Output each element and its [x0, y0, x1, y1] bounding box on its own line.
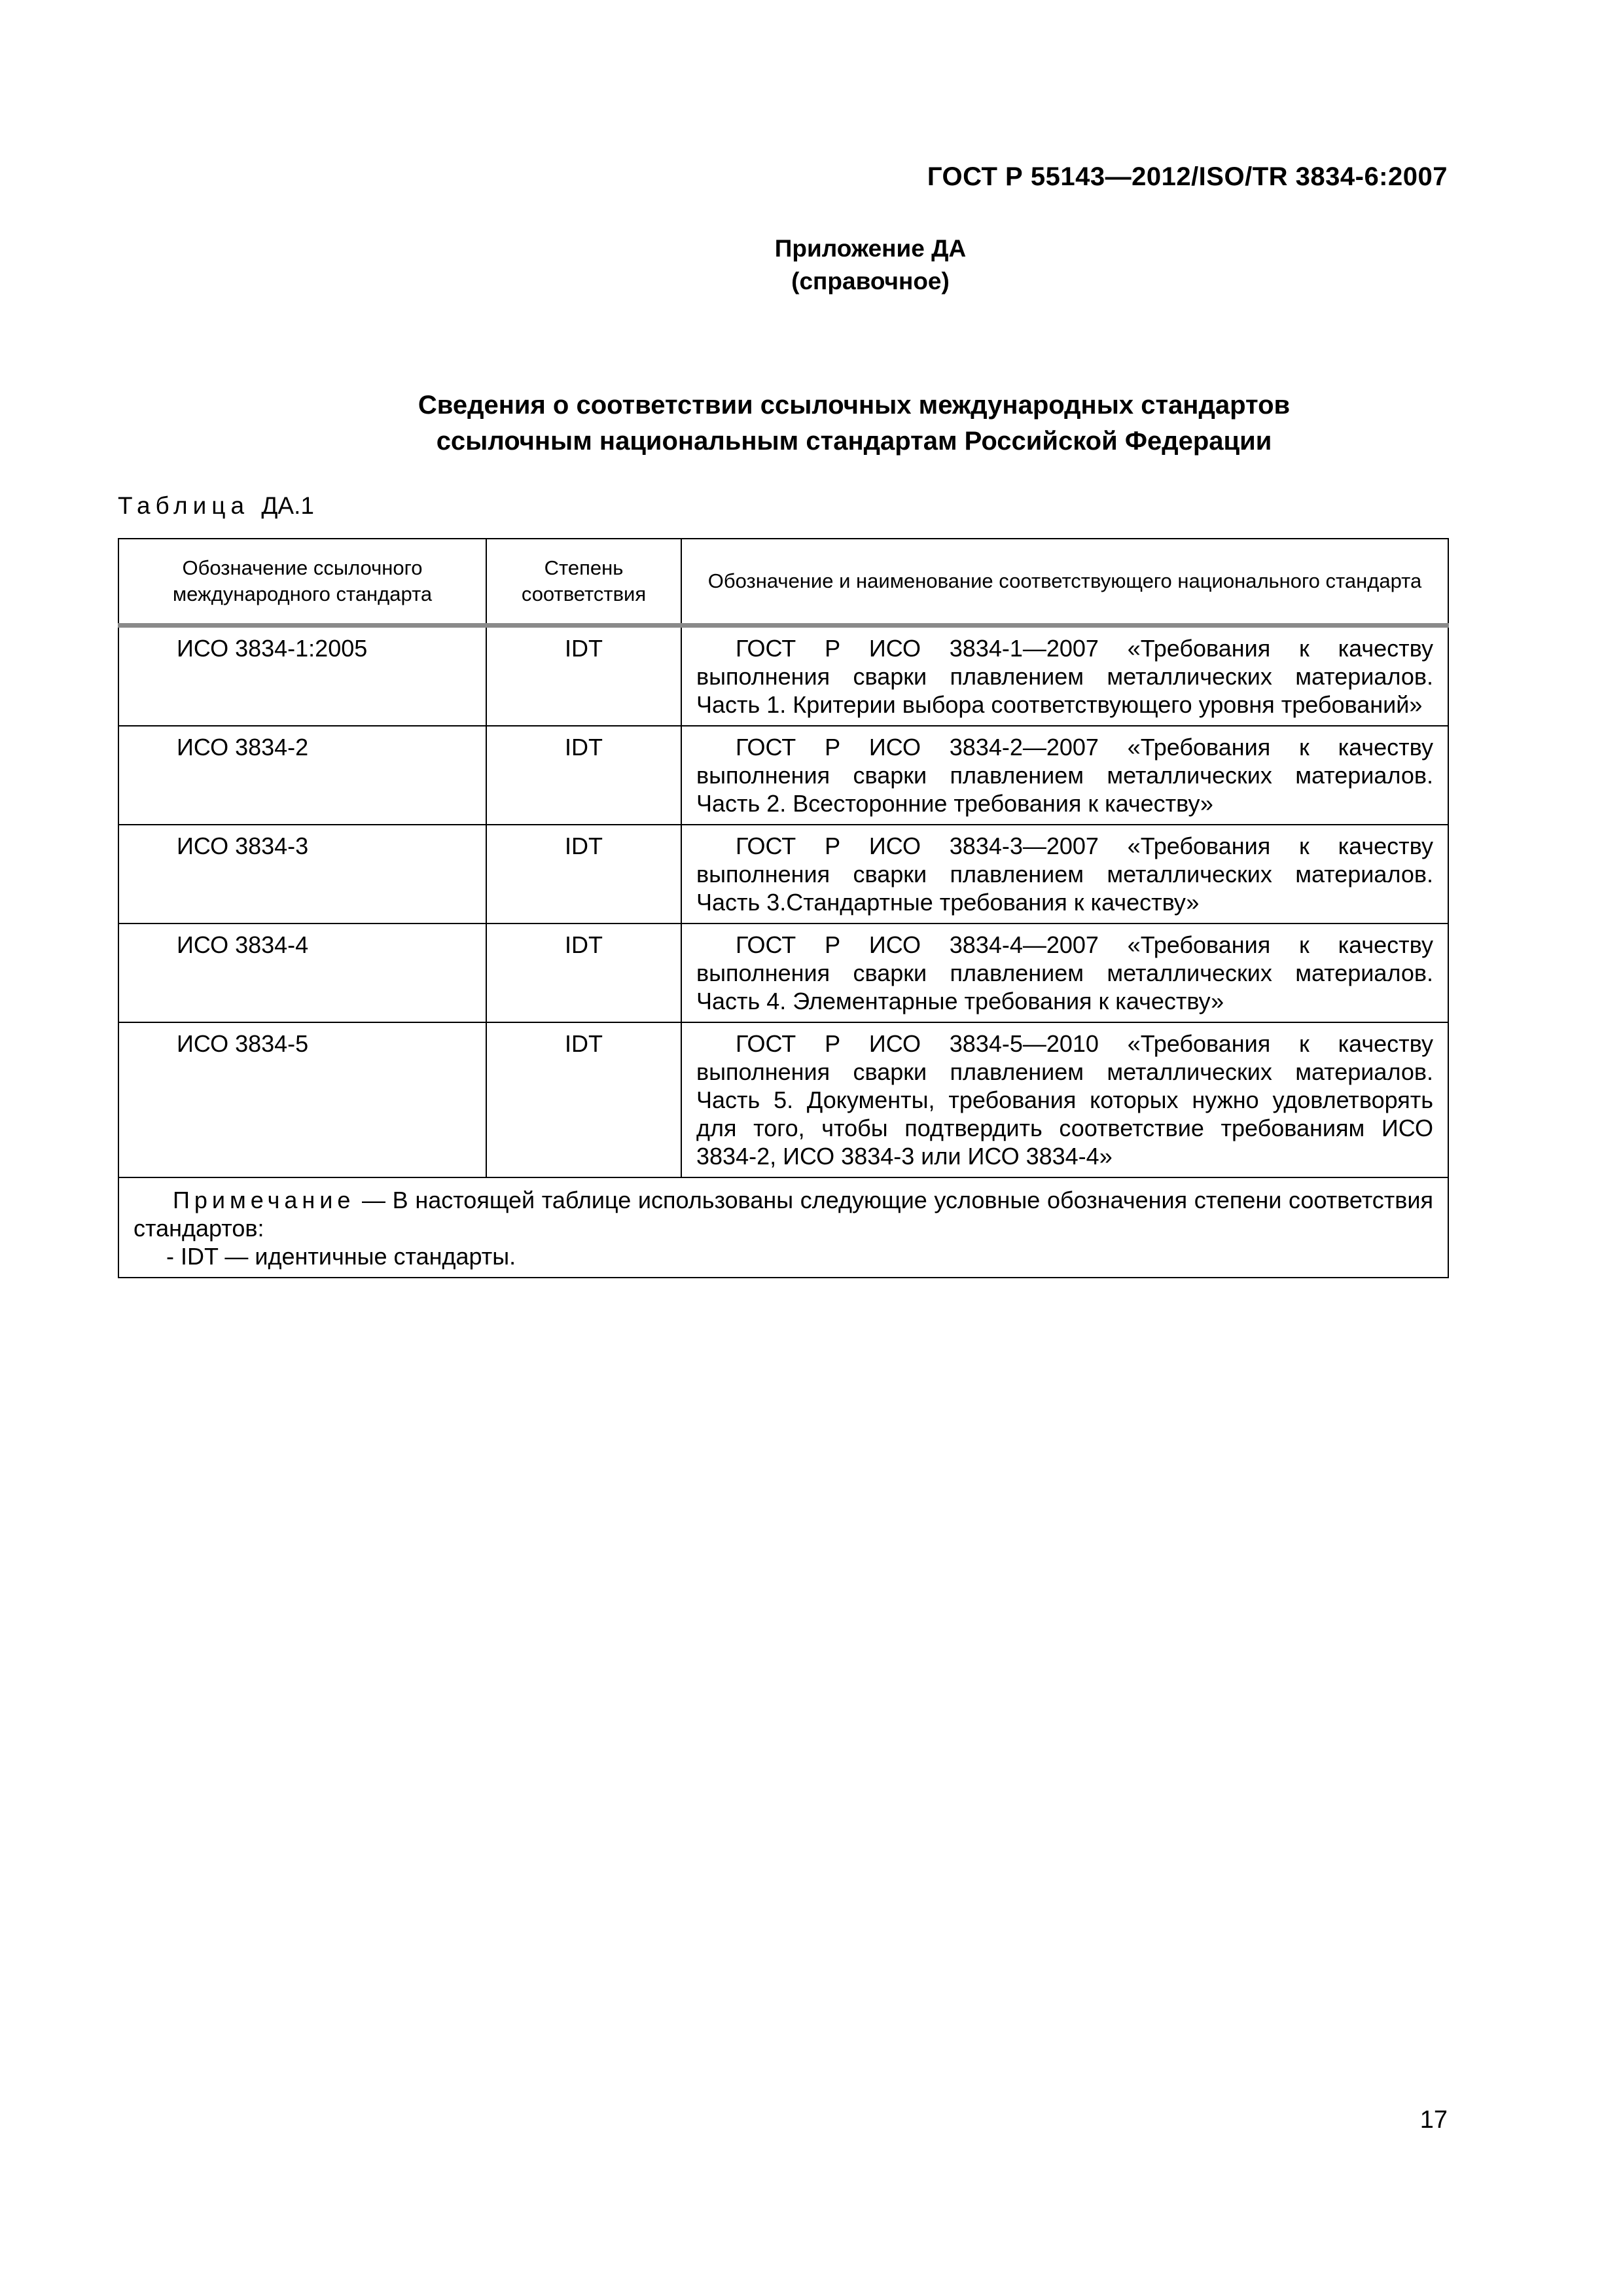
- note-item: - IDT — идентичные стандарты.: [166, 1243, 516, 1270]
- cell-degree: IDT: [486, 626, 681, 726]
- table-row: [118, 726, 1448, 825]
- national-standard-text: ГОСТ Р ИСО 3834-5—2010 «Требования к качеству выполнения сварки плавлением металлических материалов. Часть 5. Документы, требования которых нужно удовлетворять для того, чтобы подтвердить соответствие требованиям ИСО 3834-2, ИСО 3834-3 или ИСО 3834-4»: [696, 1030, 1433, 1170]
- table-header-row: [118, 539, 1448, 626]
- annex-title: Приложение ДА: [774, 235, 967, 262]
- page-number: 17: [1419, 2106, 1448, 2134]
- note-label: Примечание: [173, 1187, 355, 1213]
- cell-degree: IDT: [486, 924, 681, 1022]
- note-body: — В настоящей таблице использованы следующие условные обозначения степени соответствия стандартов:: [134, 1187, 1433, 1242]
- header-iso-designation: Обозначение ссылочного международного стандарта: [118, 539, 486, 626]
- cell-iso: ИСО 3834-1:2005: [118, 626, 486, 726]
- national-standard-text: ГОСТ Р ИСО 3834-3—2007 «Требования к качеству выполнения сварки плавлением металлических материалов. Часть 3.Стандартные требования к качеству»: [696, 833, 1433, 916]
- section-title: [0, 387, 1623, 459]
- header-degree: Степень соответствия: [486, 539, 681, 626]
- cell-degree: IDT: [486, 825, 681, 924]
- section-title-line-1: Сведения о соответствии ссылочных международных стандартов: [418, 391, 1291, 420]
- table-row: [118, 626, 1448, 726]
- cell-national: [681, 924, 1448, 1022]
- table-label: [118, 492, 314, 520]
- cell-national: [681, 1022, 1448, 1177]
- cell-national: [681, 626, 1448, 726]
- table-row: [118, 924, 1448, 1022]
- cell-national: [681, 726, 1448, 825]
- cell-degree: IDT: [486, 1022, 681, 1177]
- note-text: [134, 1186, 1433, 1242]
- table-label-number: ДА.1: [261, 492, 314, 519]
- national-standard-text: ГОСТ Р ИСО 3834-2—2007 «Требования к качеству выполнения сварки плавлением металлических материалов. Часть 2. Всесторонние требования к качеству»: [696, 734, 1433, 817]
- cell-iso: ИСО 3834-3: [118, 825, 486, 924]
- document-code: ГОСТ Р 55143—2012/ISO/TR 3834-6:2007: [927, 162, 1448, 191]
- table-label-word: Таблица: [118, 492, 250, 519]
- table-note-row: [118, 1177, 1448, 1278]
- cell-iso: ИСО 3834-4: [118, 924, 486, 1022]
- national-standard-text: ГОСТ Р ИСО 3834-1—2007 «Требования к качеству выполнения сварки плавлением металлических материалов. Часть 1. Критерии выбора соответствующего уровня требований»: [696, 635, 1433, 718]
- annex-heading: [0, 232, 1623, 298]
- cell-iso: ИСО 3834-5: [118, 1022, 486, 1177]
- cell-iso: ИСО 3834-2: [118, 726, 486, 825]
- table-row: [118, 825, 1448, 924]
- annex-subtitle: (справочное): [791, 268, 950, 295]
- table-note: [118, 1177, 1448, 1278]
- correspondence-table: [118, 538, 1449, 1278]
- header-national-standard: Обозначение и наименование соответствующего национального стандарта: [681, 539, 1448, 626]
- national-standard-text: ГОСТ Р ИСО 3834-4—2007 «Требования к качеству выполнения сварки плавлением металлических материалов. Часть 4. Элементарные требования к качеству»: [696, 931, 1433, 1014]
- table-row: [118, 1022, 1448, 1177]
- cell-degree: IDT: [486, 726, 681, 825]
- cell-national: [681, 825, 1448, 924]
- section-title-line-2: ссылочным национальным стандартам Российской Федерации: [436, 427, 1272, 456]
